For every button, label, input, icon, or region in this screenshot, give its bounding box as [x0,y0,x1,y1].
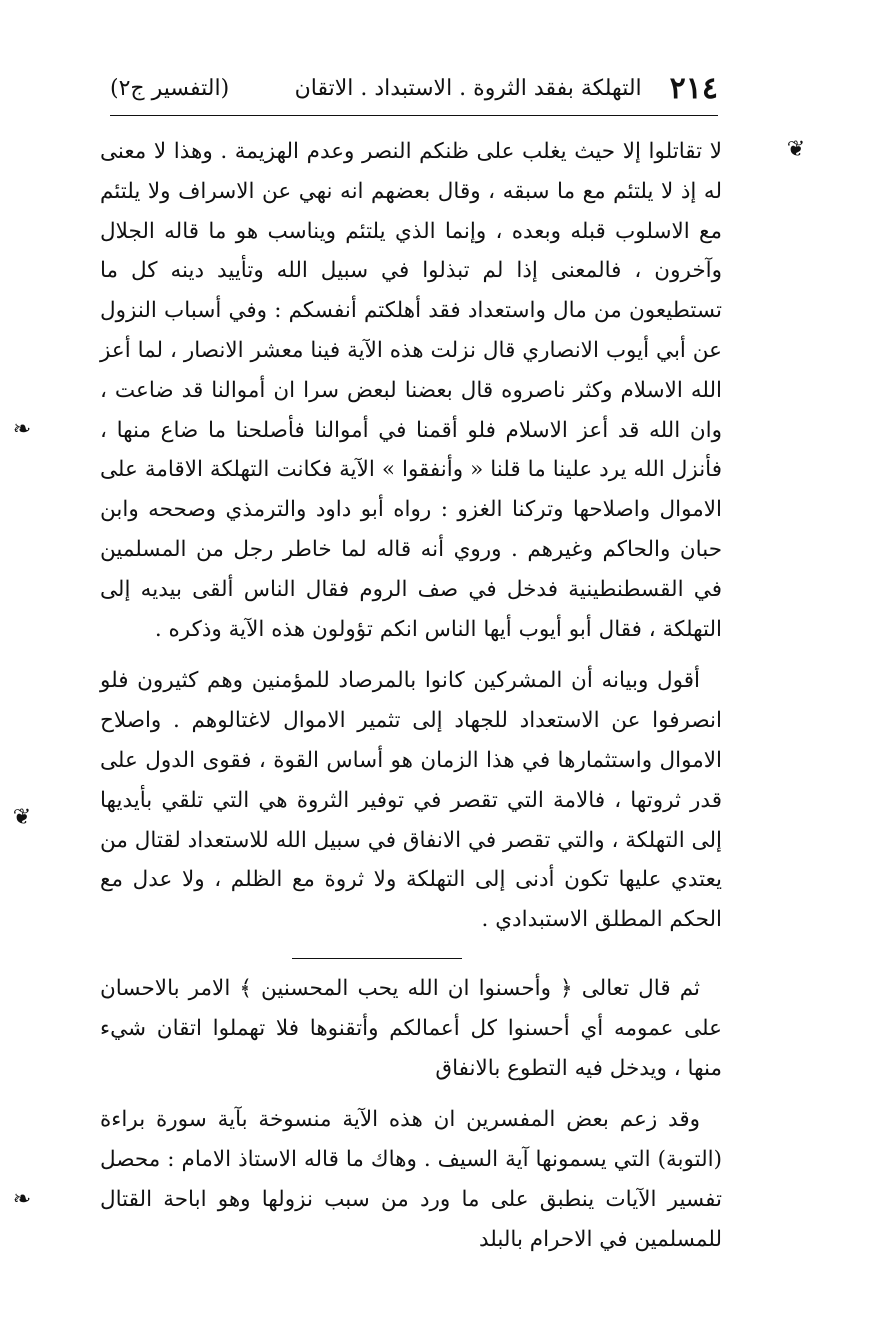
paragraph-2: أقول وبيانه أن المشركين كانوا بالمرصاد للمؤمنين وهم كثيرون فلو انصرفوا عن الاستعداد للجهاد إلى تثمير الاموال لاغتالوهم . واصلاح الاموال واستثمارها في هذا الزمان هو أساس القوة ، فقوى الدول على قدر ثروتها ، فالامة التي تقصر في توفير الثروة هي التي تلقي بأيديها إلى التهلكة ، والتي تقصر في الانفاق في سبيل الله للاستعداد لقتال من يعتدي عليها تكون أدنى إلى التهلكة ولا ثروة مع الظلم ، ولا عدل مع الحكم المطلق الاستبدادي . [100,668,722,933]
margin-ornament-2: ❧ [12,417,32,442]
margin-ornament-1: ❦ [786,137,806,162]
paragraph-4: وقد زعم بعض المفسرين ان هذه الآية منسوخة بآية سورة براءة (التوبة) التي يسمونها آية السيف . وهاك ما قاله الاستاذ الامام : محصل تفسير الآيات ينطبق على ما ورد من سبب نزولها وهو اباحة القتال للمسلمين في الاحرام بالبلد [100,1107,722,1252]
header-rule [110,115,718,116]
margin-ornament-4: ❧ [12,1187,32,1212]
paragraph-1: لا تقاتلوا إلا حيث يغلب على ظنكم النصر وعدم الهزيمة . وهذا لا معنى له إذ لا يلتئم مع ما سبقه ، وقال بعضهم انه نهي عن الاسراف ولا يلتئم مع الاسلوب قبله وبعده ، وإنما الذي يلتئم ويناسب هو ما قاله الجلال وآخرون ، فالمعنى إذا لم تبذلوا في سبيل الله وتأييد دينه كل ما تستطيعون من مال واستعداد فقد أهلكتم أنفسكم : وفي أسباب النزول عن أبي أيوب الانصاري قال نزلت هذه الآية فينا معشر الانصار ، لما أعز الله الاسلام وكثر ناصروه قال بعضنا لبعض سرا ان أموالنا قد ضاعت ، وان الله قد أعز الاسلام فلو أقمنا في أموالنا فأصلحنا ما ضاع منها ، فأنزل الله يرد علينا ما قلنا « وأنفقوا » الآية فكانت التهلكة الاقامة على الاموال واصلاحها وتركنا الغزو : رواه أبو داود والترمذي وصححه وابن حبان والحاكم وغيرهم . وروي أنه قاله لما خاطر رجل من المسلمين في القسطنطينية فدخل في صف الروم فقال الناس ألقى بيديه إلى التهلكة ، فقال أبو أيوب أيها الناس انكم تؤولون هذه الآية وذكره . [100,139,722,642]
running-title: التهلكة بفقد الثروة . الاستبداد . الاتقان [294,75,642,101]
paragraph-3: ثم قال تعالى ﴿ وأحسنوا ان الله يحب المحسنين ﴾ الامر بالاحسان على عمومه أي أحسنوا كل أعمالكم وأتقنوها فلا تهملوا اتقان شيء منها ، ويدخل فيه التطوع بالانفاق [100,975,722,1081]
page-number: ٢١٤ [669,70,718,106]
margin-ornament-3: ❦ [12,805,32,830]
body-text [100,132,722,1260]
volume-label: (التفسير ج٢) [110,75,230,101]
section-divider [292,958,462,959]
page-header [110,66,718,110]
